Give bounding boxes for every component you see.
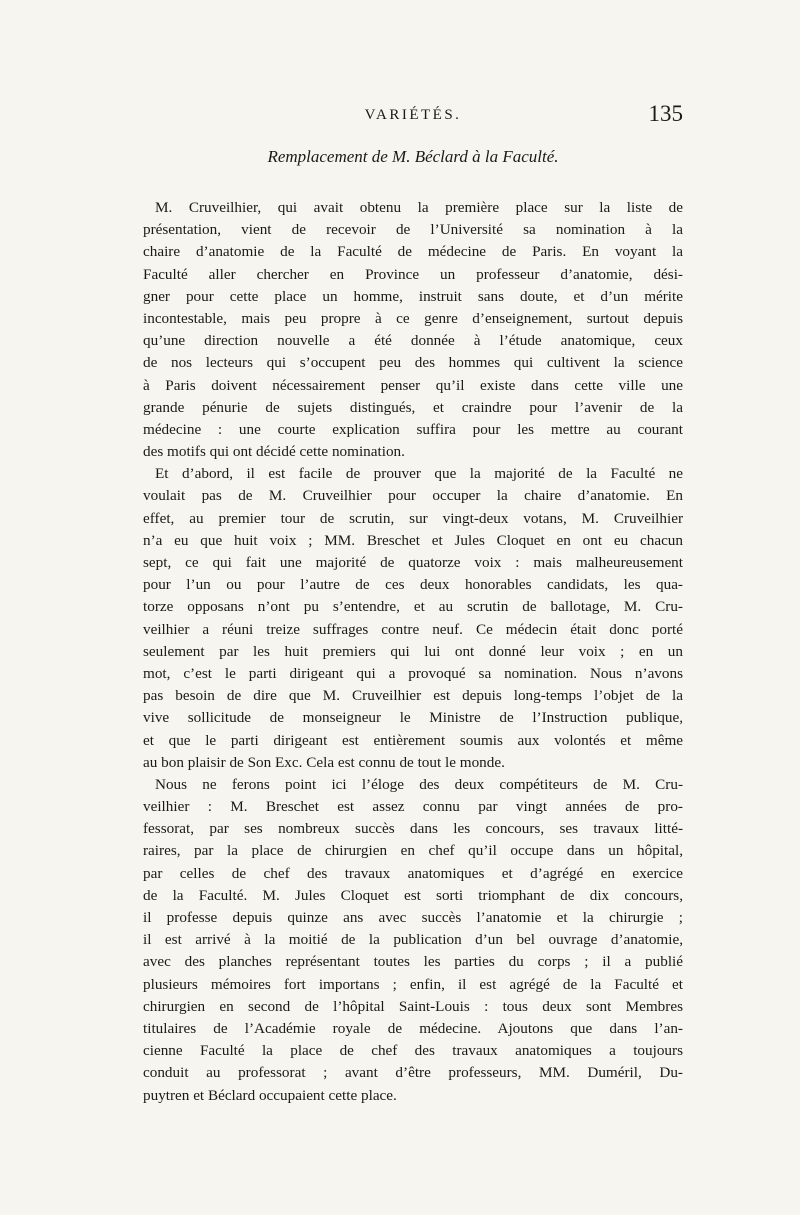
text-line: mot, c’est le parti dirigeant qui a provoqué sa nomination. Nous n’avons (143, 664, 683, 682)
text-line: sept, ce qui fait une majorité de quatorze voix : mais malheureusement (143, 554, 683, 571)
text-line: Faculté aller chercher en Province un professeur d’anatomie, dési- (143, 265, 683, 283)
paragraph (143, 197, 683, 463)
text-line: pas besoin de dire que M. Cruveilhier est depuis long-temps l’objet de la (143, 687, 683, 705)
text-line: M. Cruveilhier, qui avait obtenu la première place sur la liste de (155, 199, 683, 216)
text-line: de la Faculté. M. Jules Cloquet est sorti triomphant de dix concours, (143, 886, 683, 904)
article-body (143, 197, 683, 1107)
text-line: Nous ne ferons point ici l’éloge des deux compétiteurs de M. Cru- (155, 775, 683, 793)
page-number: 135 (648, 101, 683, 126)
text-line: veilhier a réuni treize suffrages contre neuf. Ce médecin était donc porté (143, 620, 683, 638)
text-line: torze opposans n’ont pu s’entendre, et au scrutin de ballotage, M. Cru- (143, 598, 683, 616)
text-line: fessorat, par ses nombreux succès dans les concours, ses travaux litté- (143, 820, 683, 838)
text-line: et que le parti dirigeant est entièrement soumis aux volontés et même (143, 731, 683, 749)
text-line: plusieurs mémoires fort importans ; enfin, il est agrégé de la Faculté et (143, 975, 683, 993)
text-line: chaire d’anatomie de la Faculté de médecine de Paris. En voyant la (143, 243, 683, 261)
text-line: puytren et Béclard occupaient cette place. (143, 1086, 397, 1104)
text-line: chirurgien en second de l’hôpital Saint-Louis : tous deux sont Membres (143, 997, 683, 1015)
text-line: incontestable, mais peu propre à ce genre d’enseignement, surtout depuis (143, 309, 683, 327)
text-line: qu’une direction nouvelle a été donnée à l’étude anatomique, ceux (143, 332, 683, 350)
text-line: avec des planches représentant toutes les parties du corps ; il a publié (143, 953, 683, 971)
text-line: cienne Faculté la place de chef des travaux anatomiques a toujours (143, 1042, 683, 1060)
text-line: médecine : une courte explication suffira pour les mettre au courant (143, 420, 683, 438)
paragraph (143, 774, 683, 1107)
text-line: raires, par la place de chirurgien en chef qu’il occupe dans un hôpital, (143, 842, 683, 860)
text-line: gner pour cette place un homme, instruit sans doute, et d’un mérite (143, 287, 683, 305)
text-line: veilhier : M. Breschet est assez connu par vingt années de pro- (143, 798, 683, 816)
text-line: Et d’abord, il est facile de prouver que la majorité de la Faculté ne (155, 465, 683, 483)
text-line: il professe depuis quinze ans avec succès l’anatomie et la chirurgie ; (143, 909, 683, 926)
text-line: vive sollicitude de monseigneur le Ministre de l’Instruction publique, (143, 709, 683, 727)
text-line: titulaires de l’Académie royale de médecine. Ajoutons que dans l’an- (143, 1019, 683, 1037)
paragraph (143, 463, 683, 774)
text-line: il est arrivé à la moitié de la publication d’un bel ouvrage d’anatomie, (143, 931, 683, 949)
text-line: grande pénurie de sujets distingués, et craindre pour l’avenir de la (143, 398, 683, 416)
running-head: VARIÉTÉS. (364, 107, 462, 123)
text-line: conduit au professorat ; avant d’être professeurs, MM. Duméril, Du- (143, 1064, 683, 1082)
text-line: par celles de chef des travaux anatomiques et d’agrégé en exercice (143, 864, 683, 882)
text-line: de nos lecteurs qui s’occupent peu des hommes qui cultivent la science (143, 354, 683, 372)
text-line: n’a eu que huit voix ; MM. Breschet et Jules Cloquet en ont eu chacun (143, 531, 683, 549)
text-line: voulait pas de M. Cruveilhier pour occuper la chaire d’anatomie. En (143, 487, 683, 505)
text-line: pour l’un ou pour l’autre de ces deux honorables candidats, les qua- (143, 576, 683, 594)
text-line: au bon plaisir de Son Exc. Cela est connu de tout le monde. (143, 753, 505, 771)
text-line: seulement par les huit premiers qui lui ont donné leur voix ; en un (143, 642, 683, 660)
text-line: des motifs qui ont décidé cette nomination. (143, 443, 405, 461)
text-line: à Paris doivent nécessairement penser qu’il existe dans cette ville une (143, 376, 683, 394)
section-title: Remplacement de M. Béclard à la Faculté. (267, 147, 559, 166)
text-line: effet, au premier tour de scrutin, sur vingt-deux votans, M. Cruveilhier (143, 509, 683, 527)
page-header (143, 103, 683, 133)
text-line: présentation, vient de recevoir de l’Université sa nomination à la (143, 221, 683, 239)
